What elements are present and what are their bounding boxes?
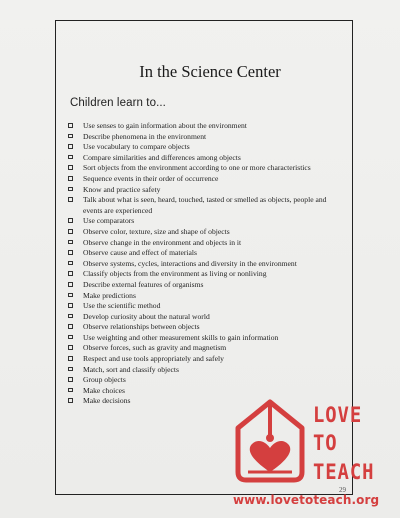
checklist-item	[68, 365, 348, 376]
checkbox-icon[interactable]	[68, 134, 73, 139]
checklist-item-text: Know and practice safety	[83, 184, 161, 194]
checklist-item-text: Describe phenomena in the environment	[83, 131, 207, 141]
checkbox-icon[interactable]	[68, 282, 73, 287]
checklist-item-text: Use vocabulary to compare objects	[83, 142, 190, 152]
checklist-item	[68, 142, 348, 153]
checklist-item	[68, 312, 348, 323]
checkbox-icon[interactable]	[68, 240, 73, 245]
checklist-item	[68, 248, 348, 259]
checkbox-icon[interactable]	[68, 155, 73, 160]
checklist-item	[68, 343, 348, 354]
checkbox-icon[interactable]	[68, 377, 73, 382]
watermark-love: LOVE	[313, 403, 363, 427]
checklist-item	[68, 132, 348, 143]
checkbox-icon[interactable]	[68, 398, 73, 403]
checkbox-icon[interactable]	[68, 261, 73, 266]
checklist-item-text: Describe external features of organisms	[83, 279, 204, 289]
checklist-item	[68, 301, 348, 312]
checkbox-icon[interactable]	[68, 123, 73, 128]
checkbox-icon[interactable]	[68, 293, 73, 298]
watermark-to: TO	[313, 431, 338, 455]
page-number: 29	[339, 486, 346, 494]
checklist-item	[68, 163, 348, 174]
checklist-item	[68, 153, 348, 164]
page-subtitle: Children learn to...	[70, 97, 166, 109]
checkbox-icon[interactable]	[68, 229, 73, 234]
checkbox-icon[interactable]	[68, 324, 73, 329]
checklist-item-text: events are experienced	[83, 205, 153, 215]
checklist-item-text: Respect and use tools appropriately and safely	[83, 354, 224, 364]
checklist-item-text: Observe change in the environment and objects in it	[83, 237, 242, 247]
checkbox-icon[interactable]	[68, 187, 73, 192]
checklist-item-text: Group objects	[83, 375, 126, 385]
checkbox-icon[interactable]	[68, 165, 73, 170]
checklist-item	[68, 269, 348, 280]
checklist-item	[68, 259, 348, 270]
checklist-item	[68, 354, 348, 365]
checklist-item	[68, 375, 348, 386]
checklist-item-text: Make choices	[83, 385, 125, 395]
checkbox-icon[interactable]	[68, 367, 73, 372]
checkbox-icon[interactable]	[68, 345, 73, 350]
page-title: In the Science Center	[139, 62, 281, 81]
checklist-item	[68, 291, 348, 302]
checklist-item-text: Make decisions	[83, 396, 131, 406]
checklist-item-text: Sequence events in their order of occurrence	[83, 173, 219, 183]
checklist-item-text: Compare similarities and differences among objects	[83, 152, 241, 162]
checklist-item-text: Observe cause and effect of materials	[83, 248, 197, 258]
checkbox-icon[interactable]	[68, 388, 73, 393]
checklist-item-text: Use senses to gain information about the environment	[83, 121, 247, 130]
checklist-item	[68, 227, 348, 238]
checklist-item-text: Use the scientific method	[83, 301, 161, 311]
checklist-item-text: Sort objects from the environment according to one or more characteristics	[83, 163, 311, 173]
checklist-item	[68, 280, 348, 291]
checkbox-icon[interactable]	[68, 356, 73, 361]
checkbox-icon[interactable]	[68, 271, 73, 276]
checklist-item	[68, 185, 348, 196]
checklist-item-text: Use comparators	[83, 216, 135, 226]
checklist-item-text: Observe relationships between objects	[83, 322, 200, 332]
watermark-teach: TEACH	[313, 460, 375, 484]
checkbox-icon[interactable]	[68, 218, 73, 223]
checklist-item-text: Develop curiosity about the natural world	[83, 311, 210, 321]
checklist-item	[68, 238, 348, 249]
checklist-item	[68, 216, 348, 227]
checkbox-icon[interactable]	[68, 314, 73, 319]
checkbox-icon[interactable]	[68, 197, 73, 202]
checklist-item	[68, 195, 348, 216]
love-to-teach-logo-icon	[232, 398, 308, 484]
checkbox-icon[interactable]	[68, 144, 73, 149]
checkbox-icon[interactable]	[68, 303, 73, 308]
checklist-item	[68, 121, 348, 132]
checklist-item-text: Use weighting and other measurement skills to gain information	[83, 332, 279, 342]
watermark-url[interactable]: www.lovetoteach.org	[233, 493, 380, 507]
checklist-item-text: Observe color, texture, size and shape of objects	[83, 226, 230, 236]
checkbox-icon[interactable]	[68, 335, 73, 340]
checklist-item-text: Observe forces, such as gravity and magnetism	[83, 343, 227, 353]
checklist-item	[68, 333, 348, 344]
checklist	[68, 121, 348, 407]
checklist-item-text: Match, sort and classify objects	[83, 364, 179, 374]
checklist-item	[68, 386, 348, 397]
checklist-item-text: Classify objects from the environment as living or nonliving	[83, 269, 267, 279]
checkbox-icon[interactable]	[68, 250, 73, 255]
checklist-item-text: Observe systems, cycles, interactions and diversity in the environment	[83, 258, 297, 268]
checklist-item	[68, 174, 348, 185]
checklist-item	[68, 322, 348, 333]
checklist-item-text: Make predictions	[83, 290, 136, 300]
checklist-item-text: Talk about what is seen, heard, touched, tasted or smelled as objects, people and	[83, 195, 327, 205]
checkbox-icon[interactable]	[68, 176, 73, 181]
